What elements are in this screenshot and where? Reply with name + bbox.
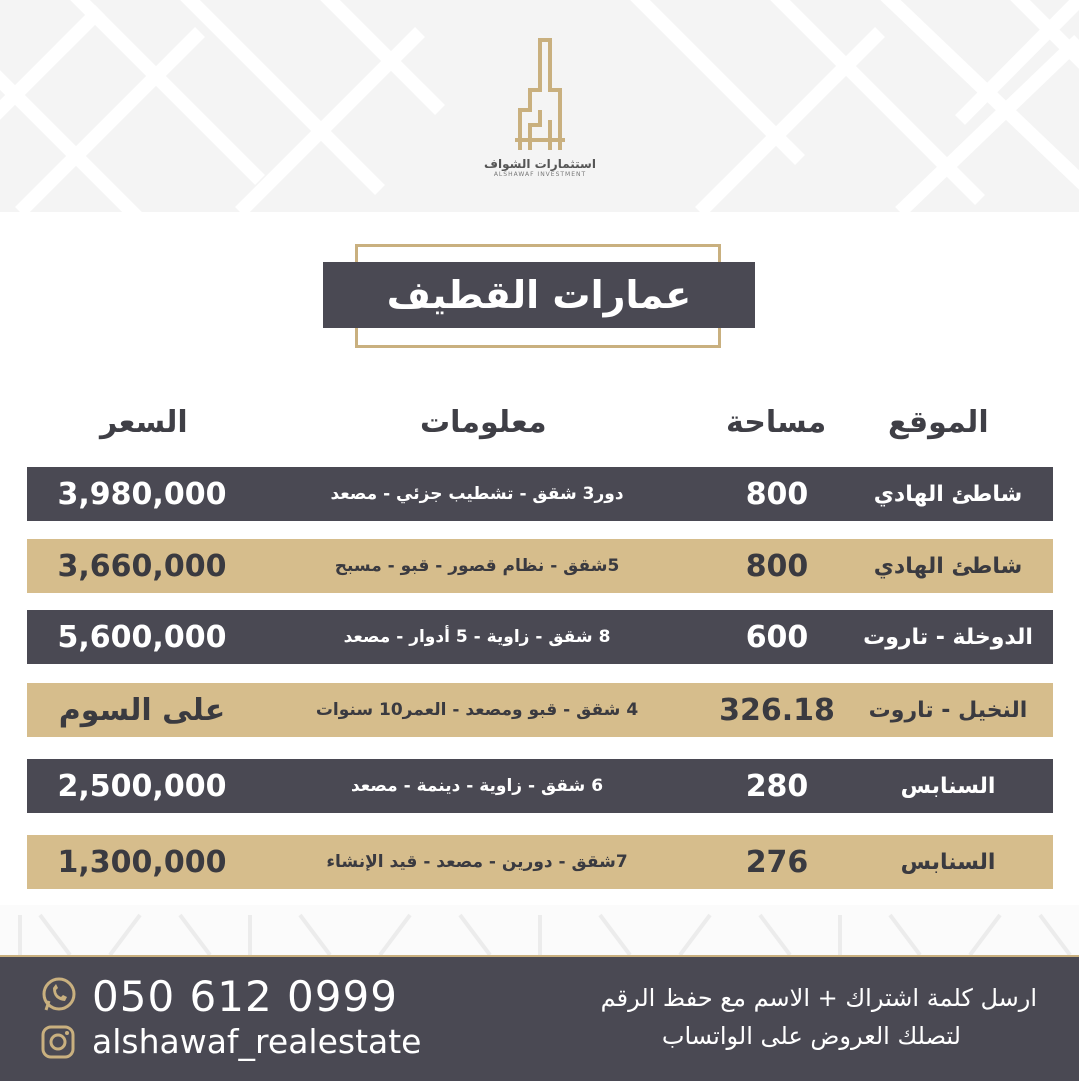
row-area: 600 <box>745 619 809 655</box>
row-area: 800 <box>745 548 809 584</box>
row-location: شاطئ الهادي <box>873 481 1023 507</box>
table-row <box>27 539 1053 593</box>
bottom-pattern-background <box>0 905 1079 955</box>
row-area: 326.18 <box>719 692 835 728</box>
company-logo <box>470 30 610 195</box>
table-row <box>27 467 1053 521</box>
row-price: 2,500,000 <box>57 768 227 804</box>
logo-english-name: ALSHAWAF INVESTMENT <box>493 171 587 178</box>
row-location: السنابس <box>900 849 996 875</box>
row-location: شاطئ الهادي <box>873 553 1023 579</box>
phone-number[interactable]: 050 612 0999 <box>92 972 398 1021</box>
table-row <box>27 683 1053 737</box>
instagram-icon[interactable] <box>40 1024 76 1060</box>
row-location: الدوخلة - تاروت <box>863 624 1033 650</box>
row-info: 8 شقق - زاوية - 5 أدوار - مصعد <box>343 627 611 647</box>
table-row <box>27 759 1053 813</box>
header-info: معلومات <box>420 405 547 440</box>
row-location: السنابس <box>900 773 996 799</box>
row-price: 3,980,000 <box>57 476 227 512</box>
row-info: 4 شقق - قبو ومصعد - العمر10 سنوات <box>315 700 639 720</box>
row-info: 7شقق - دورين - مصعد - قيد الإنشاء <box>326 852 628 872</box>
row-price: 1,300,000 <box>57 844 227 880</box>
header-location: الموقع <box>888 405 989 440</box>
row-area: 276 <box>745 844 809 880</box>
page-title: عمارات القطيف <box>323 262 755 328</box>
instagram-handle[interactable]: alshawaf_realestate <box>92 1022 422 1061</box>
row-info: 5شقق - نظام قصور - قبو - مسبح <box>334 556 620 576</box>
row-location: النخيل - تاروت <box>868 697 1028 723</box>
row-price: 5,600,000 <box>57 619 227 655</box>
row-area: 280 <box>745 768 809 804</box>
header-price: السعر <box>100 405 188 440</box>
header-area: مساحة <box>726 405 827 440</box>
subscribe-message-line2: لتصلك العروض على الواتساب <box>661 1022 961 1050</box>
subscribe-message-line1: ارسل كلمة اشتراك + الاسم مع حفظ الرقم <box>600 984 1037 1012</box>
row-info: 6 شقق - زاوية - دينمة - مصعد <box>350 776 604 796</box>
table-row <box>27 835 1053 889</box>
row-info: دور3 شقق - تشطيب جزئي - مصعد <box>330 484 624 504</box>
whatsapp-icon[interactable] <box>40 976 78 1014</box>
row-price: على السوم <box>58 692 226 728</box>
table-row <box>27 610 1053 664</box>
logo-arabic-name: استثمارات الشواف <box>484 157 596 171</box>
row-area: 800 <box>745 476 809 512</box>
row-price: 3,660,000 <box>57 548 227 584</box>
